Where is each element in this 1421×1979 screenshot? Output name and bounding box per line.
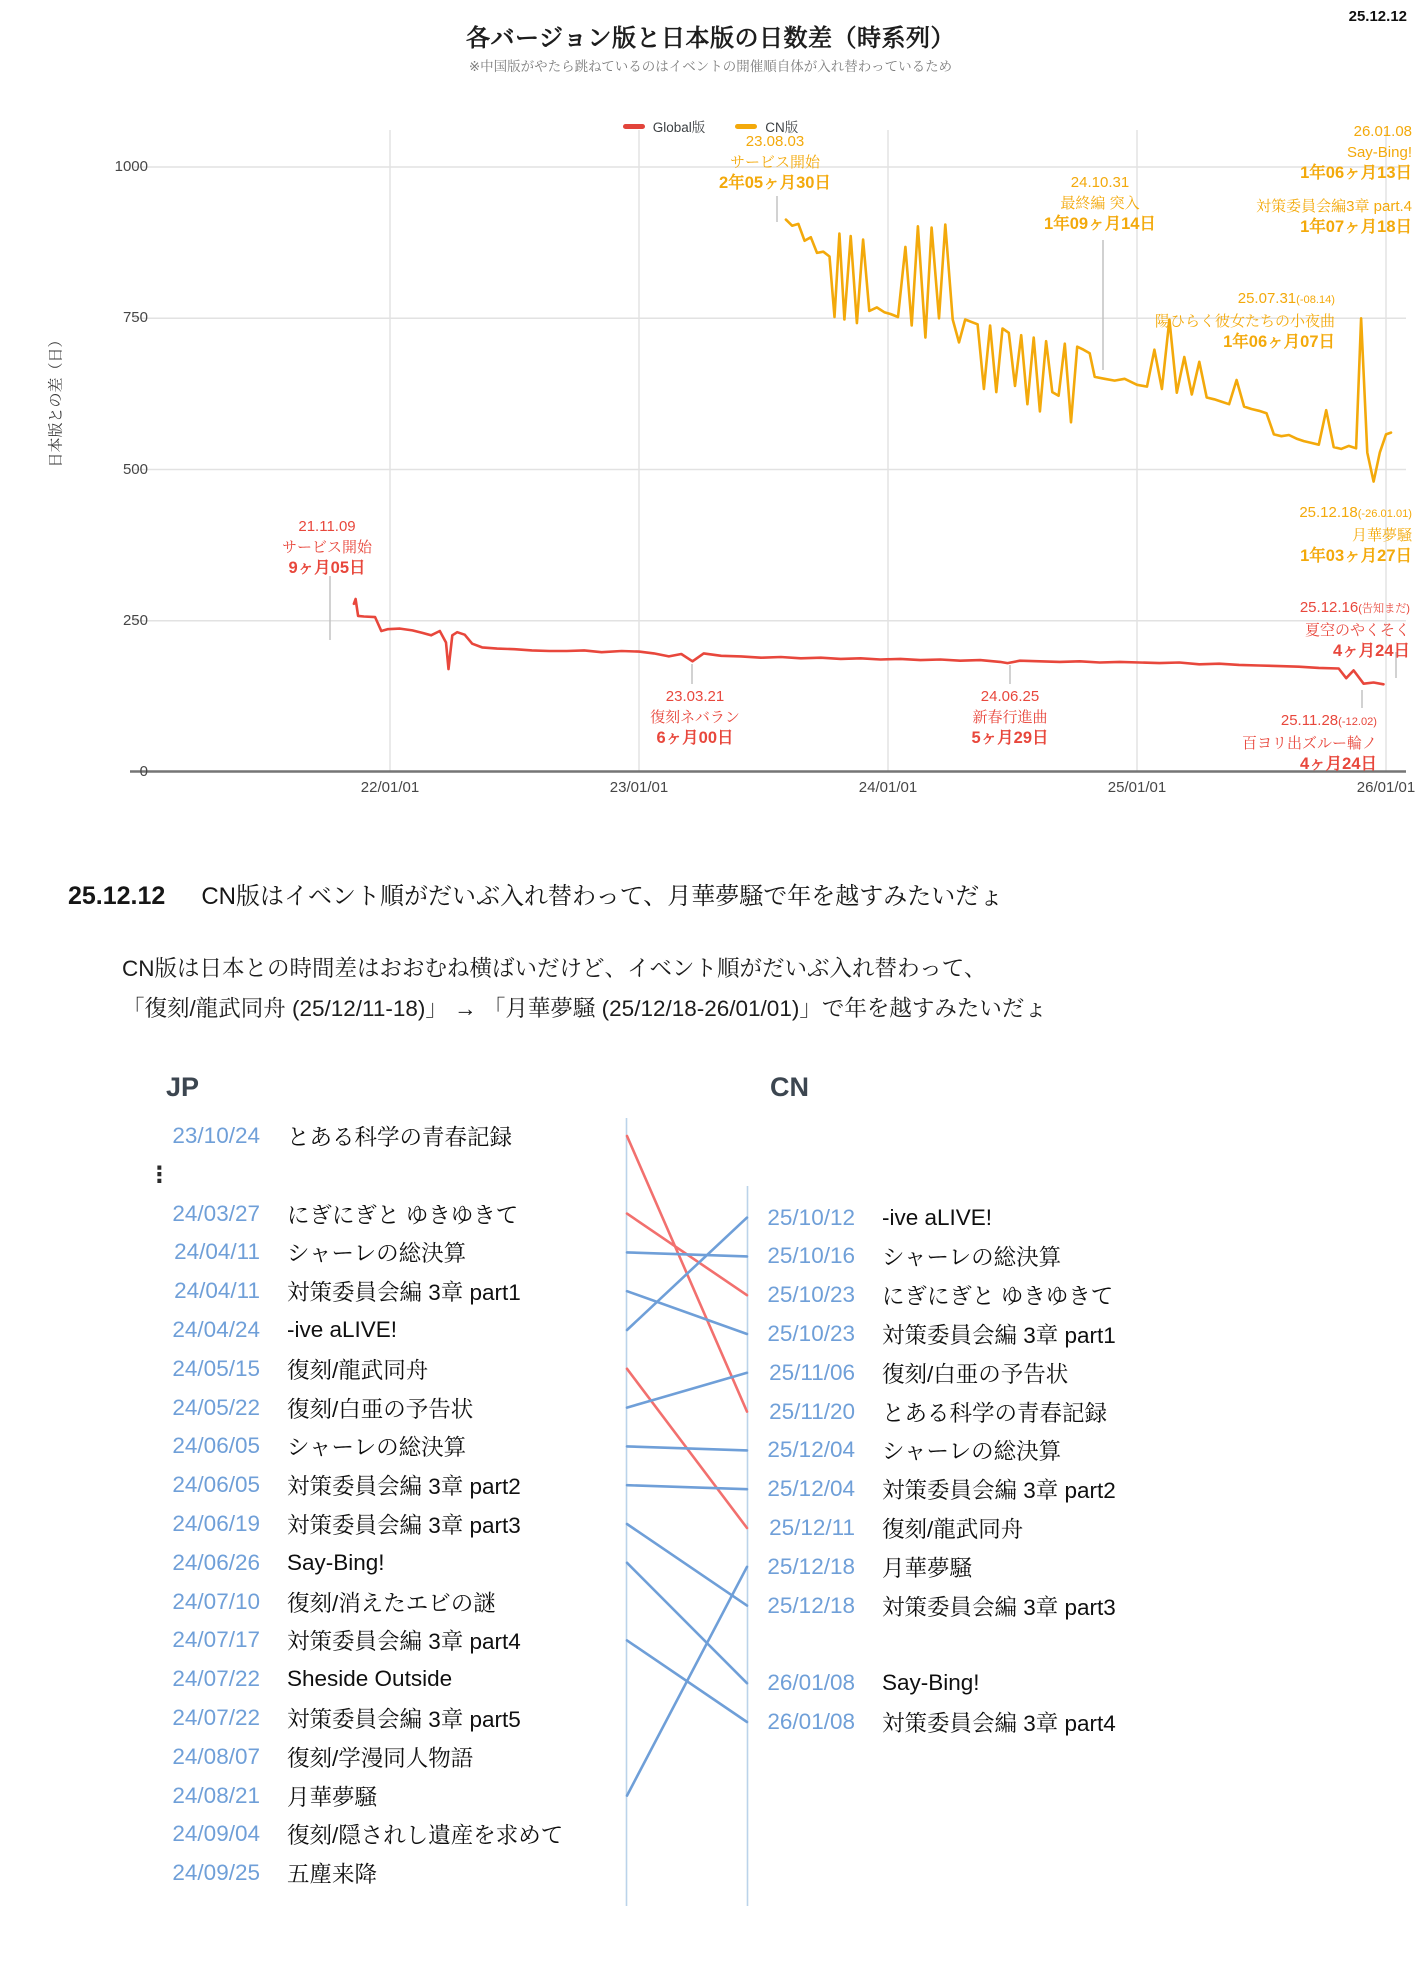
annotation-line: 24.06.25 xyxy=(980,688,1040,705)
connector-line xyxy=(627,1567,747,1796)
jp-table-row xyxy=(118,1815,563,1854)
chart-subtitle: ※中国版がやたら跳ねているのはイベントの開催順自体が入れ替わっているため xyxy=(468,59,953,74)
event-date: 24/06/26 xyxy=(172,1549,260,1575)
chart-annotation xyxy=(1256,196,1412,238)
y-axis-title: 日本版との差（日） xyxy=(47,332,65,468)
connector-line xyxy=(627,1252,747,1256)
jp-table-row xyxy=(118,1505,521,1544)
event-date: 24/09/04 xyxy=(172,1821,260,1847)
connector-line xyxy=(627,1563,747,1683)
annotation-line: 21.11.09 xyxy=(298,518,356,535)
event-date: 24/05/15 xyxy=(172,1355,260,1381)
event-label: とある科学の青春記録 xyxy=(287,1124,513,1150)
event-label: Say-Bing! xyxy=(287,1549,385,1575)
event-date: 24/09/25 xyxy=(172,1860,260,1886)
connector-line xyxy=(627,1369,747,1528)
event-date: 24/07/22 xyxy=(172,1666,260,1692)
event-label: 対策委員会編 3章 part4 xyxy=(882,1710,1116,1736)
event-label: 対策委員会編 3章 part1 xyxy=(882,1322,1116,1348)
annotation-line: 夏空のやくそく xyxy=(1304,622,1410,639)
annotation-line: 4ヶ月24日 xyxy=(1332,642,1410,660)
cn-table-row xyxy=(742,1586,1116,1625)
annotation-paren: (-12.02) xyxy=(1338,716,1377,728)
annotation-line: 月華夢騒 xyxy=(1351,527,1412,544)
event-date: 24/05/22 xyxy=(172,1394,260,1420)
cn-table-row xyxy=(742,1509,1023,1548)
event-date: 24/08/07 xyxy=(172,1743,260,1769)
event-label: 復刻/龍武同舟 xyxy=(882,1516,1024,1542)
connector-line xyxy=(627,1485,747,1489)
annotation-line: 復刻ネバラン xyxy=(650,709,740,726)
post-body-line: CN版は日本との時間差はおおむね横ばいだけど、イベント順がだいぶ入れ替わって、 xyxy=(122,956,987,981)
event-label: にぎにぎと ゆきゆきて xyxy=(882,1284,1114,1310)
jp-table-row xyxy=(118,1349,428,1388)
chart-annotation xyxy=(1242,710,1377,775)
annotation-line: 1年07ヶ月18日 xyxy=(1300,218,1412,236)
x-tick-label: 26/01/01 xyxy=(1356,779,1416,796)
event-date: 24/03/27 xyxy=(172,1200,260,1226)
post-body-line: 「復刻/龍武同舟 (25/12/11-18)」 → 「月華夢騒 (25/12/18-26/01/01)」で年を越すみたいだょ xyxy=(122,996,1047,1021)
jp-table-row xyxy=(118,1466,521,1505)
cn-table-row xyxy=(742,1237,1061,1276)
connector-line xyxy=(627,1136,747,1412)
event-date: 25/12/11 xyxy=(769,1514,855,1540)
event-label: にぎにぎと ゆきゆきて xyxy=(287,1202,519,1228)
connector-line xyxy=(627,1524,747,1606)
jp-table-row xyxy=(118,1194,518,1233)
event-label: シャーレの総決算 xyxy=(287,1435,467,1461)
chart-annotation xyxy=(1300,121,1412,184)
global-series-line xyxy=(354,599,1384,684)
connector-line xyxy=(627,1373,747,1408)
jp-table-row xyxy=(118,1233,466,1272)
jp-table-row xyxy=(118,1155,290,1194)
event-label: 月華夢騒 xyxy=(287,1784,378,1810)
event-date: 24/07/10 xyxy=(172,1588,260,1614)
event-label: 対策委員会編 3章 part2 xyxy=(287,1474,521,1500)
annotation-line: 26.01.08 xyxy=(1353,123,1412,140)
annotation-line: Say-Bing! xyxy=(1346,144,1412,161)
jp-table-row xyxy=(118,1543,385,1582)
event-date: 25/10/23 xyxy=(767,1320,855,1346)
x-tick-label: 23/01/01 xyxy=(609,779,669,796)
annotation-line: 2年05ヶ月30日 xyxy=(719,174,831,192)
post-date: 25.12.12 xyxy=(68,882,166,910)
event-label: 対策委員会編 3章 part5 xyxy=(287,1706,521,1732)
annotation-line: 23.03.21 xyxy=(665,688,725,705)
annotation-line: 4ヶ月24日 xyxy=(1299,755,1377,773)
event-label: 対策委員会編 3章 part4 xyxy=(287,1629,521,1655)
event-date: 24/07/17 xyxy=(172,1627,260,1653)
event-label: 復刻/学漫同人物語 xyxy=(287,1745,474,1771)
annotation-line: 陽ひらく彼女たちの小夜曲 xyxy=(1154,313,1335,330)
chart-annotation xyxy=(107,516,547,579)
annotation-line: サービス開始 xyxy=(729,154,820,171)
cn-table-row xyxy=(742,1470,1116,1509)
post-heading xyxy=(68,876,1003,911)
chart-annotation xyxy=(880,172,1320,235)
event-date: 24/04/11 xyxy=(174,1278,260,1304)
annotation-line: 25.07.31(-08.14) xyxy=(1237,290,1335,307)
legend-swatch-icon xyxy=(623,124,645,129)
annotation-paren: (告知まだ) xyxy=(1358,603,1410,615)
annotation-line: 25.11.28(-12.02) xyxy=(1280,712,1377,729)
cn-table-row xyxy=(742,1315,1116,1354)
event-label: 対策委員会編 3章 part1 xyxy=(287,1280,521,1306)
post-headline: CN版はイベント順がだいぶ入れ替わって、月華夢騒で年を越すみたいだょ xyxy=(201,883,1004,910)
annotation-line: 1年06ヶ月07日 xyxy=(1223,333,1335,351)
x-tick-label: 24/01/01 xyxy=(858,779,918,796)
event-label: Sheside Outside xyxy=(287,1666,453,1692)
y-tick-label: 0 xyxy=(139,763,148,780)
legend-swatch-icon xyxy=(735,124,757,129)
event-date: 25/11/06 xyxy=(769,1359,855,1385)
annotation-line: 6ヶ月00日 xyxy=(656,729,734,747)
annotation-line: サービス開始 xyxy=(281,539,372,556)
cn-table-row xyxy=(742,1198,992,1237)
connector-line xyxy=(627,1291,747,1334)
annotation-line: 25.12.18(-26.01.01) xyxy=(1299,504,1412,521)
event-date: 24/04/11 xyxy=(174,1239,260,1265)
event-label: 復刻/消えたエビの謎 xyxy=(287,1590,496,1616)
y-tick-label: 1000 xyxy=(114,158,148,175)
event-label: 復刻/隠されし遺産を求めて xyxy=(287,1823,564,1849)
jp-table-row xyxy=(118,1660,452,1699)
event-label: 復刻/龍武同舟 xyxy=(287,1357,429,1383)
jp-table-row xyxy=(118,1427,466,1466)
event-label: 対策委員会編 3章 part3 xyxy=(287,1512,521,1538)
cn-table-row xyxy=(742,1392,1107,1431)
jp-table-row xyxy=(118,1776,377,1815)
annotation-line: 9ヶ月05日 xyxy=(288,559,366,577)
chart-annotation xyxy=(1300,597,1410,662)
watermark-date: 25.12.12 xyxy=(1348,8,1407,25)
jp-table-row xyxy=(118,1621,521,1660)
connector-line xyxy=(627,1640,747,1722)
annotation-line: 最終編 突入 xyxy=(1060,195,1140,212)
annotation-line: 百ヨリ出ズルー輪ノ xyxy=(1241,735,1377,752)
event-label: Say-Bing! xyxy=(882,1670,980,1696)
annotation-line: 対策委員会編3章 part.4 xyxy=(1256,198,1412,215)
y-tick-label: 250 xyxy=(122,611,148,629)
cn-table-row xyxy=(742,1431,1061,1470)
event-date: 24/08/21 xyxy=(172,1782,260,1808)
event-label: 対策委員会編 3章 part3 xyxy=(882,1594,1116,1620)
chart-annotation xyxy=(1155,288,1335,353)
jp-table-row xyxy=(118,1699,521,1738)
jp-table-row xyxy=(118,1311,397,1350)
y-tick-label: 750 xyxy=(122,309,148,327)
event-label: とある科学の青春記録 xyxy=(882,1400,1108,1426)
event-label: 復刻/白亜の予告状 xyxy=(882,1361,1069,1387)
event-label: -ive aLIVE! xyxy=(882,1204,993,1230)
event-date: 23/10/24 xyxy=(172,1122,260,1148)
connector-line xyxy=(627,1218,747,1330)
event-date: 25/11/20 xyxy=(769,1398,855,1424)
event-date: 25/12/04 xyxy=(767,1476,855,1502)
jp-table-row xyxy=(118,1272,521,1311)
event-date: 24/06/05 xyxy=(172,1472,260,1498)
event-date: 24/06/19 xyxy=(172,1510,260,1536)
legend-label: Global版 xyxy=(652,120,706,135)
event-date: 25/12/18 xyxy=(767,1553,855,1579)
y-tick-label: 500 xyxy=(122,460,148,478)
event-label: 復刻/白亜の予告状 xyxy=(287,1396,474,1422)
cn-column-header: CN xyxy=(770,1072,809,1102)
event-date: 25/10/23 xyxy=(767,1282,855,1308)
annotation-line: 24.10.31 xyxy=(1070,174,1130,191)
cn-table-row xyxy=(742,1276,1113,1315)
event-date: ⋮ xyxy=(148,1161,171,1187)
connector-line xyxy=(627,1446,747,1450)
cn-table-row xyxy=(742,1703,1116,1742)
event-label: シャーレの総決算 xyxy=(882,1245,1062,1271)
event-date: 25/10/16 xyxy=(767,1243,855,1269)
cn-table-row xyxy=(742,1664,980,1703)
annotation-line: 25.12.16(告知まだ) xyxy=(1299,599,1410,616)
cn-table-row xyxy=(742,1547,972,1586)
event-label: シャーレの総決算 xyxy=(287,1241,467,1267)
annotation-line: 1年06ヶ月13日 xyxy=(1300,164,1412,182)
event-date: 24/04/24 xyxy=(172,1316,260,1342)
event-date: 25/12/18 xyxy=(767,1592,855,1618)
event-date: 26/01/08 xyxy=(767,1708,855,1734)
event-date: 25/12/04 xyxy=(767,1437,855,1463)
annotation-line: 5ヶ月29日 xyxy=(971,729,1049,747)
annotation-line: 23.08.03 xyxy=(745,133,805,150)
chart-title: 各バージョン版と日本版の日数差（時系列） xyxy=(465,25,956,52)
event-date: 24/07/22 xyxy=(172,1704,260,1730)
annotation-line: 新春行進曲 xyxy=(972,709,1048,726)
event-label: シャーレの総決算 xyxy=(882,1439,1062,1465)
annotation-paren: (-26.01.01) xyxy=(1357,508,1412,520)
connector-line xyxy=(627,1214,747,1296)
event-label: 対策委員会編 3章 part2 xyxy=(882,1478,1116,1504)
event-label: 五塵来降 xyxy=(287,1862,378,1888)
jp-table-row xyxy=(118,1854,377,1893)
jp-table-row xyxy=(118,1117,512,1156)
x-tick-label: 22/01/01 xyxy=(360,779,420,796)
event-label: -ive aLIVE! xyxy=(287,1316,398,1342)
event-date: 25/10/12 xyxy=(767,1204,855,1230)
jp-table-row xyxy=(118,1388,473,1427)
legend-label: CN版 xyxy=(765,120,799,135)
chart-annotation xyxy=(790,686,1230,749)
event-date: 26/01/08 xyxy=(767,1670,855,1696)
event-label: 月華夢騒 xyxy=(882,1555,973,1581)
jp-table-row xyxy=(118,1737,473,1776)
cn-table-row xyxy=(742,1353,1068,1392)
annotation-line: 1年09ヶ月14日 xyxy=(1044,215,1156,233)
event-date: 24/06/05 xyxy=(172,1433,260,1459)
annotation-line: 1年03ヶ月27日 xyxy=(1300,547,1412,565)
jp-column-header: JP xyxy=(166,1072,200,1102)
jp-table-row xyxy=(118,1582,496,1621)
chart-annotation xyxy=(1299,502,1412,567)
annotation-paren: (-08.14) xyxy=(1296,294,1335,306)
x-tick-label: 25/01/01 xyxy=(1107,779,1167,796)
